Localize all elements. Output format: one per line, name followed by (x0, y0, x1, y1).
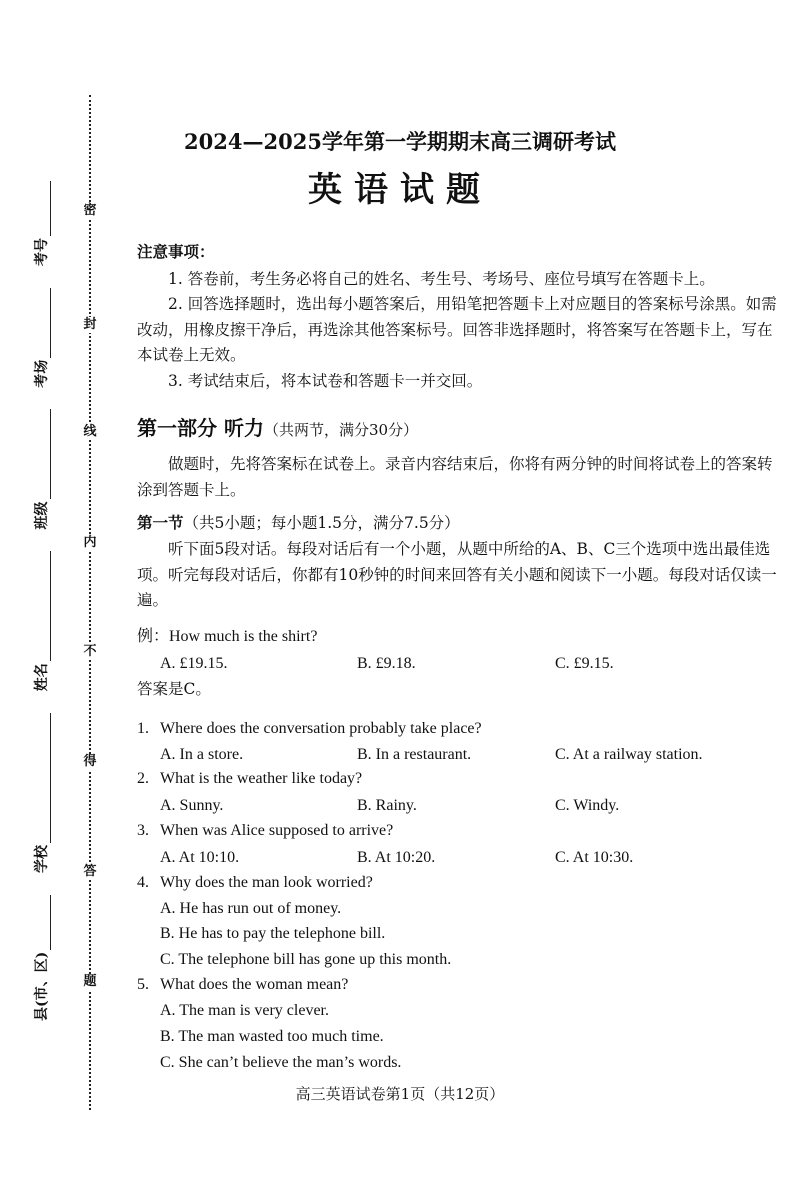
question-number: 1. (137, 720, 149, 737)
underline (36, 895, 51, 950)
example-question: 例：How much is the shirt? (137, 628, 318, 645)
seal-char: 封 (80, 317, 100, 333)
question-number: 3. (137, 822, 149, 839)
field-county (31, 895, 51, 1021)
section1-instruction: 听下面5段对话。每段对话后有一个小题，从题中所给的A、B、C三个选项中选出最佳选项。听完每段对话后，你都有10秒钟的时间来回答有关小题和阅读下一小题。每段对话仅读一遍。 (137, 540, 777, 609)
underline (36, 410, 51, 500)
option-c: C. At a railway station. (555, 746, 703, 763)
option-a: A. He has run out of money. (160, 900, 342, 917)
question-number: 5. (137, 976, 149, 993)
seal-char: 答 (80, 864, 100, 880)
field-label: 考场 (34, 359, 50, 388)
notice-item: 3. 考试结束后，将本试卷和答题卡一并交回。 (168, 372, 483, 390)
seal-dotted-line (89, 95, 91, 1110)
option-b: B. The man wasted too much time. (160, 1028, 384, 1045)
option-b: B. Rainy. (357, 797, 417, 814)
question-text: When was Alice supposed to arrive? (160, 822, 394, 839)
seal-char: 密 (80, 203, 100, 219)
field-school (31, 713, 51, 873)
part1-note: （共两节，满分30分） (263, 421, 419, 439)
seal-char: 内 (80, 535, 100, 551)
field-label: 班级 (34, 501, 50, 530)
example-option-c: C. £9.15. (555, 655, 614, 672)
option-c: C. The telephone bill has gone up this month. (160, 951, 452, 968)
underline (36, 288, 51, 358)
option-b: B. In a restaurant. (357, 746, 472, 763)
underline (36, 713, 51, 843)
seal-char: 得 (80, 754, 100, 770)
option-a: A. At 10:10. (160, 849, 240, 866)
field-label: 县(市、区) (34, 951, 50, 1021)
option-a: A. In a store. (160, 746, 244, 763)
field-name (31, 551, 51, 691)
question-text: What does the woman mean? (160, 976, 349, 993)
field-label: 姓名 (34, 663, 50, 692)
notice-heading: 注意事项： (137, 242, 215, 261)
notice-item: 1. 答卷前，考生务必将自己的姓名、考生号、考场号、座位号填写在答题卡上。 (168, 270, 715, 288)
example-answer: 答案是C。 (137, 680, 211, 698)
question-text: Why does the man look worried? (160, 874, 373, 891)
question-text: What is the weather like today? (160, 770, 363, 787)
question-number: 4. (137, 874, 149, 891)
field-label: 考号 (34, 238, 50, 266)
exam-title: 2024—2025学年第一学期期末高三调研考试 (184, 129, 616, 154)
option-c: C. She can’t believe the man’s words. (160, 1054, 402, 1071)
part1-heading (137, 416, 418, 442)
seal-char: 题 (80, 974, 100, 990)
example-option-b: B. £9.18. (357, 655, 416, 672)
field-label: 学校 (34, 845, 50, 873)
seal-char: 线 (80, 424, 100, 440)
option-a: A. Sunny. (160, 797, 224, 814)
option-c: C. At 10:30. (555, 849, 634, 866)
part1-title: 第一部分 听力 (137, 416, 264, 440)
section1-title: 第一节 (137, 513, 184, 532)
question-number: 2. (137, 770, 149, 787)
example-option-a: A. £19.15. (160, 655, 228, 672)
option-b: B. He has to pay the telephone bill. (160, 925, 386, 942)
part1-instruction: 做题时，先将答案标在试卷上。录音内容结束后，你将有两分钟的时间将试卷上的答案转涂到答题卡上。 (137, 455, 773, 499)
field-room (31, 288, 51, 388)
question-text: Where does the conversation probably take place? (160, 720, 482, 737)
underline (36, 551, 51, 661)
section1-note: （共5小题；每小题1.5分，满分7.5分） (183, 514, 460, 532)
option-c: C. Windy. (555, 797, 620, 814)
option-a: A. The man is very clever. (160, 1002, 329, 1019)
student-info-fields (29, 181, 51, 1021)
notice-item: 2. 回答选择题时，选出每小题答案后，用铅笔把答题卡上对应题目的答案标号涂黑。如需改动，用橡皮擦干净后，再选涂其他答案标号。回答非选择题时，将答案写在答题卡上，写在本试卷上无效。 (137, 295, 777, 364)
subject-title: 英语试题 (308, 170, 492, 210)
section1-heading (137, 513, 460, 533)
page-footer: 高三英语试卷第1页（共12页） (295, 1085, 505, 1103)
seal-char: 不 (80, 644, 100, 660)
field-class (31, 410, 51, 530)
option-b: B. At 10:20. (357, 849, 436, 866)
